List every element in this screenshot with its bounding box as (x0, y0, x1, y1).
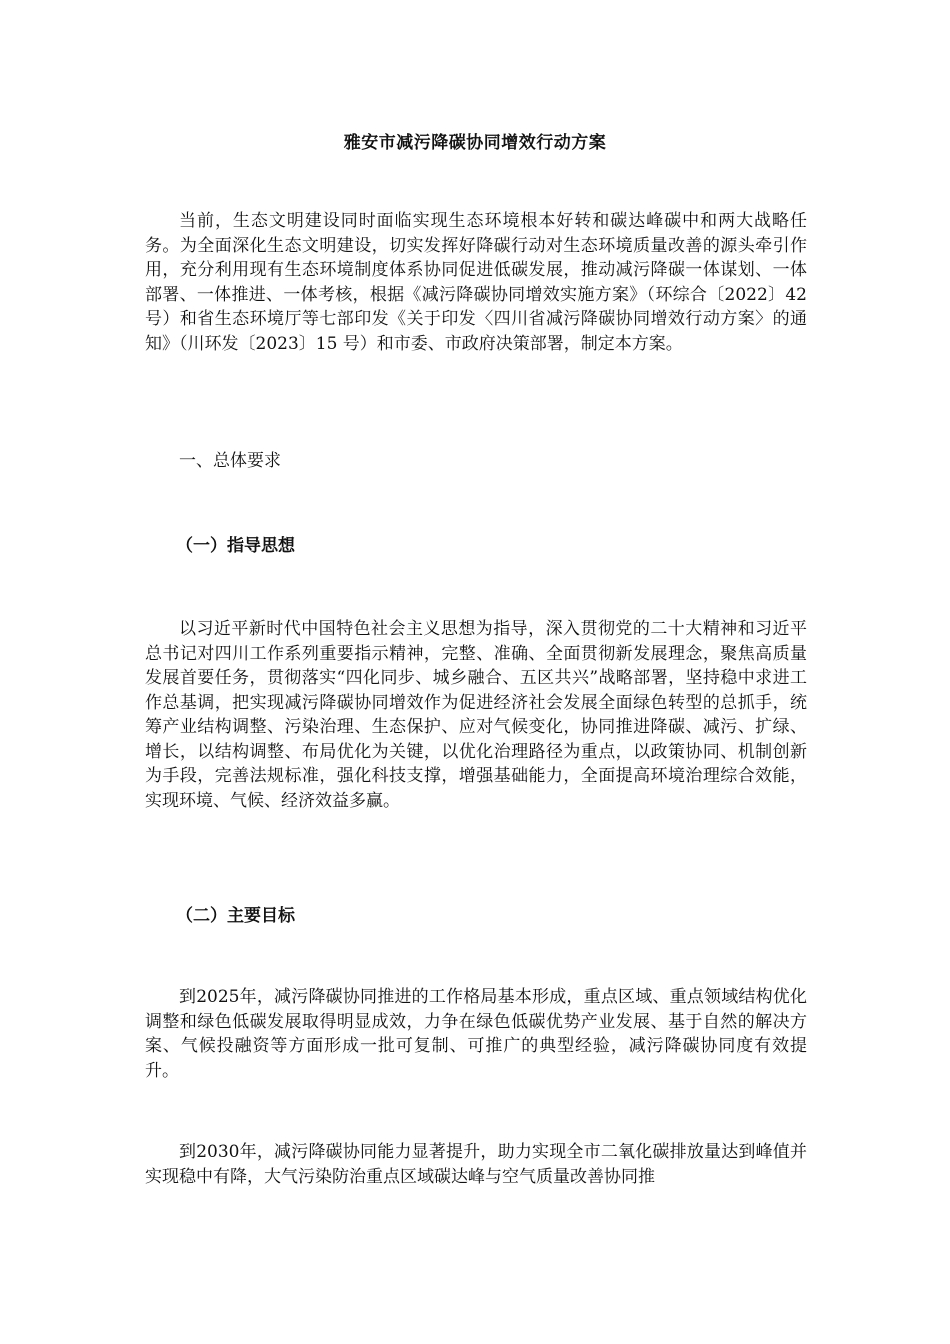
goals-2030-paragraph: 到2030年，减污降碳协同能力显著提升，助力实现全市二氧化碳排放量达到峰值并实现稳中有降，大气污染防治重点区域碳达峰与空气质量改善协同推 (145, 1142, 807, 1187)
subsection-heading-main-goals: （二）主要目标 (176, 906, 295, 926)
goals-2025-paragraph: 到2025年，减污降碳协同推进的工作格局基本形成，重点区域、重点领域结构优化调整和绿色低碳发展取得明显成效，力争在绿色低碳优势产业发展、基于自然的解决方案、气候投融资等方面形成一批可复制、可推广的典型经验，减污降碳协同度有效提升。 (145, 987, 807, 1081)
guiding-ideology-paragraph: 以习近平新时代中国特色社会主义思想为指导，深入贯彻党的二十大精神和习近平总书记对四川工作系列重要指示精神，完整、准确、全面贯彻新发展理念，聚焦高质量发展首要任务，贯彻落实“四化同步、城乡融合、五区共兴”战略部署，坚持稳中求进工作总基调，把实现减污降碳协同增效作为促进经济社会发展全面绿色转型的总抓手，统筹产业结构调整、污染治理、生态保护、应对气候变化，协同推进降碳、减污、扩绿、增长，以结构调整、布局优化为关键，以优化治理路径为重点，以政策协同、机制创新为手段，完善法规标准，强化科技支撑，增强基础能力，全面提高环境治理综合效能，实现环境、气候、经济效益多赢。 (145, 619, 807, 811)
subsection-heading-guiding-ideology: （一）指导思想 (176, 536, 295, 556)
section-heading-general-requirements: 一、总体要求 (179, 451, 281, 471)
document-title: 雅安市减污降碳协同增效行动方案 (343, 133, 607, 153)
intro-paragraph: 当前，生态文明建设同时面临实现生态环境根本好转和碳达峰碳中和两大战略任务。为全面深化生态文明建设，切实发挥好降碳行动对生态环境质量改善的源头牵引作用，充分利用现有生态环境制度体系协同促进低碳发展，推动减污降碳一体谋划、一体部署、一体推进、一体考核，根据《减污降碳协同增效实施方案》（环综合〔2022〕42号）和省生态环境厅等七部印发《关于印发〈四川省减污降碳协同增效行动方案〉的通知》（川环发〔2023〕15 号）和市委、市政府决策部署，制定本方案。 (145, 211, 807, 354)
